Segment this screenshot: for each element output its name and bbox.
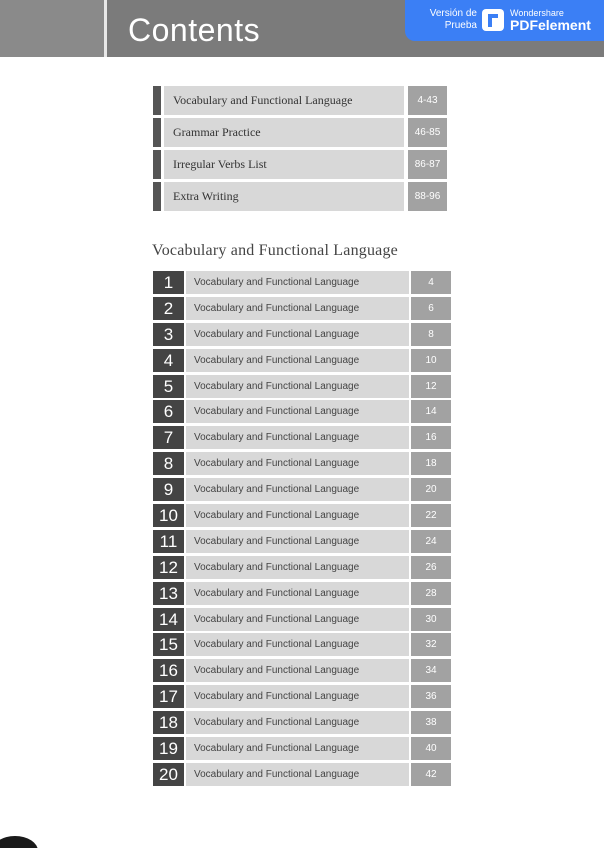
header-left-block [0,0,104,57]
unit-page: 38 [411,711,451,734]
row-marker [153,86,161,115]
contents-summary-table [153,86,451,214]
pdfelement-trial-badge[interactable] [405,0,604,41]
summary-label: Grammar Practice [164,118,404,147]
unit-label: Vocabulary and Functional Language [186,633,409,656]
summary-row[interactable] [153,182,451,211]
unit-number: 12 [153,556,184,579]
unit-number: 6 [153,400,184,423]
unit-label: Vocabulary and Functional Language [186,349,409,372]
unit-number: 4 [153,349,184,372]
summary-pages: 88-96 [408,182,447,211]
unit-label: Vocabulary and Functional Language [186,556,409,579]
unit-row[interactable] [153,556,451,579]
brand-wondershare: Wondershare [510,8,564,18]
unit-page: 28 [411,582,451,605]
unit-row[interactable] [153,763,451,786]
summary-row[interactable] [153,118,451,147]
unit-page: 14 [411,400,451,423]
page-title: Contents [128,12,261,48]
unit-row[interactable] [153,478,451,501]
unit-page: 30 [411,608,451,631]
unit-row[interactable] [153,400,451,423]
unit-label: Vocabulary and Functional Language [186,400,409,423]
summary-label: Vocabulary and Functional Language [164,86,404,115]
unit-number: 19 [153,737,184,760]
summary-label: Irregular Verbs List [164,150,404,179]
row-marker [153,118,161,147]
corner-shape [0,836,38,848]
unit-number: 13 [153,582,184,605]
pdfelement-logo-icon [482,9,504,31]
unit-label: Vocabulary and Functional Language [186,685,409,708]
unit-label: Vocabulary and Functional Language [186,608,409,631]
unit-row[interactable] [153,530,451,553]
unit-row[interactable] [153,297,451,320]
unit-page: 16 [411,426,451,449]
unit-number: 3 [153,323,184,346]
row-marker [153,150,161,179]
unit-row[interactable] [153,375,451,398]
unit-row[interactable] [153,582,451,605]
unit-page: 10 [411,349,451,372]
unit-number: 18 [153,711,184,734]
unit-page: 6 [411,297,451,320]
unit-number: 11 [153,530,184,553]
unit-page: 40 [411,737,451,760]
unit-label: Vocabulary and Functional Language [186,452,409,475]
row-marker [153,182,161,211]
section-title: Vocabulary and Functional Language [152,242,398,259]
unit-label: Vocabulary and Functional Language [186,737,409,760]
unit-page: 34 [411,659,451,682]
unit-label: Vocabulary and Functional Language [186,711,409,734]
unit-number: 7 [153,426,184,449]
unit-page: 20 [411,478,451,501]
unit-row[interactable] [153,271,451,294]
unit-page: 12 [411,375,451,398]
unit-label: Vocabulary and Functional Language [186,323,409,346]
unit-row[interactable] [153,659,451,682]
summary-pages: 4-43 [408,86,447,115]
unit-page: 26 [411,556,451,579]
unit-row[interactable] [153,452,451,475]
unit-number: 16 [153,659,184,682]
unit-label: Vocabulary and Functional Language [186,582,409,605]
unit-label: Vocabulary and Functional Language [186,375,409,398]
summary-row[interactable] [153,86,451,115]
unit-page: 8 [411,323,451,346]
unit-label: Vocabulary and Functional Language [186,297,409,320]
trial-line-1: Versión de [429,8,477,19]
unit-page: 18 [411,452,451,475]
header-divider [104,0,107,57]
brand-pdfelement: PDFelement [510,17,591,33]
summary-label: Extra Writing [164,182,404,211]
unit-label: Vocabulary and Functional Language [186,478,409,501]
unit-label: Vocabulary and Functional Language [186,426,409,449]
summary-pages: 46-85 [408,118,447,147]
unit-label: Vocabulary and Functional Language [186,530,409,553]
unit-label: Vocabulary and Functional Language [186,763,409,786]
unit-number: 15 [153,633,184,656]
unit-number: 5 [153,375,184,398]
unit-row[interactable] [153,685,451,708]
unit-row[interactable] [153,426,451,449]
unit-page: 4 [411,271,451,294]
trial-text [419,8,477,32]
unit-number: 10 [153,504,184,527]
unit-page: 32 [411,633,451,656]
unit-number: 20 [153,763,184,786]
unit-number: 2 [153,297,184,320]
unit-row[interactable] [153,349,451,372]
unit-label: Vocabulary and Functional Language [186,504,409,527]
summary-pages: 86-87 [408,150,447,179]
trial-line-2: Prueba [444,20,477,31]
unit-row[interactable] [153,711,451,734]
unit-number: 1 [153,271,184,294]
unit-row[interactable] [153,608,451,631]
unit-row[interactable] [153,633,451,656]
unit-row[interactable] [153,737,451,760]
unit-row[interactable] [153,323,451,346]
unit-page: 22 [411,504,451,527]
unit-number: 14 [153,608,184,631]
unit-number: 8 [153,452,184,475]
unit-label: Vocabulary and Functional Language [186,271,409,294]
units-table [153,271,451,789]
unit-page: 42 [411,763,451,786]
unit-page: 24 [411,530,451,553]
summary-row[interactable] [153,150,451,179]
unit-number: 9 [153,478,184,501]
unit-page: 36 [411,685,451,708]
unit-label: Vocabulary and Functional Language [186,659,409,682]
unit-row[interactable] [153,504,451,527]
unit-number: 17 [153,685,184,708]
